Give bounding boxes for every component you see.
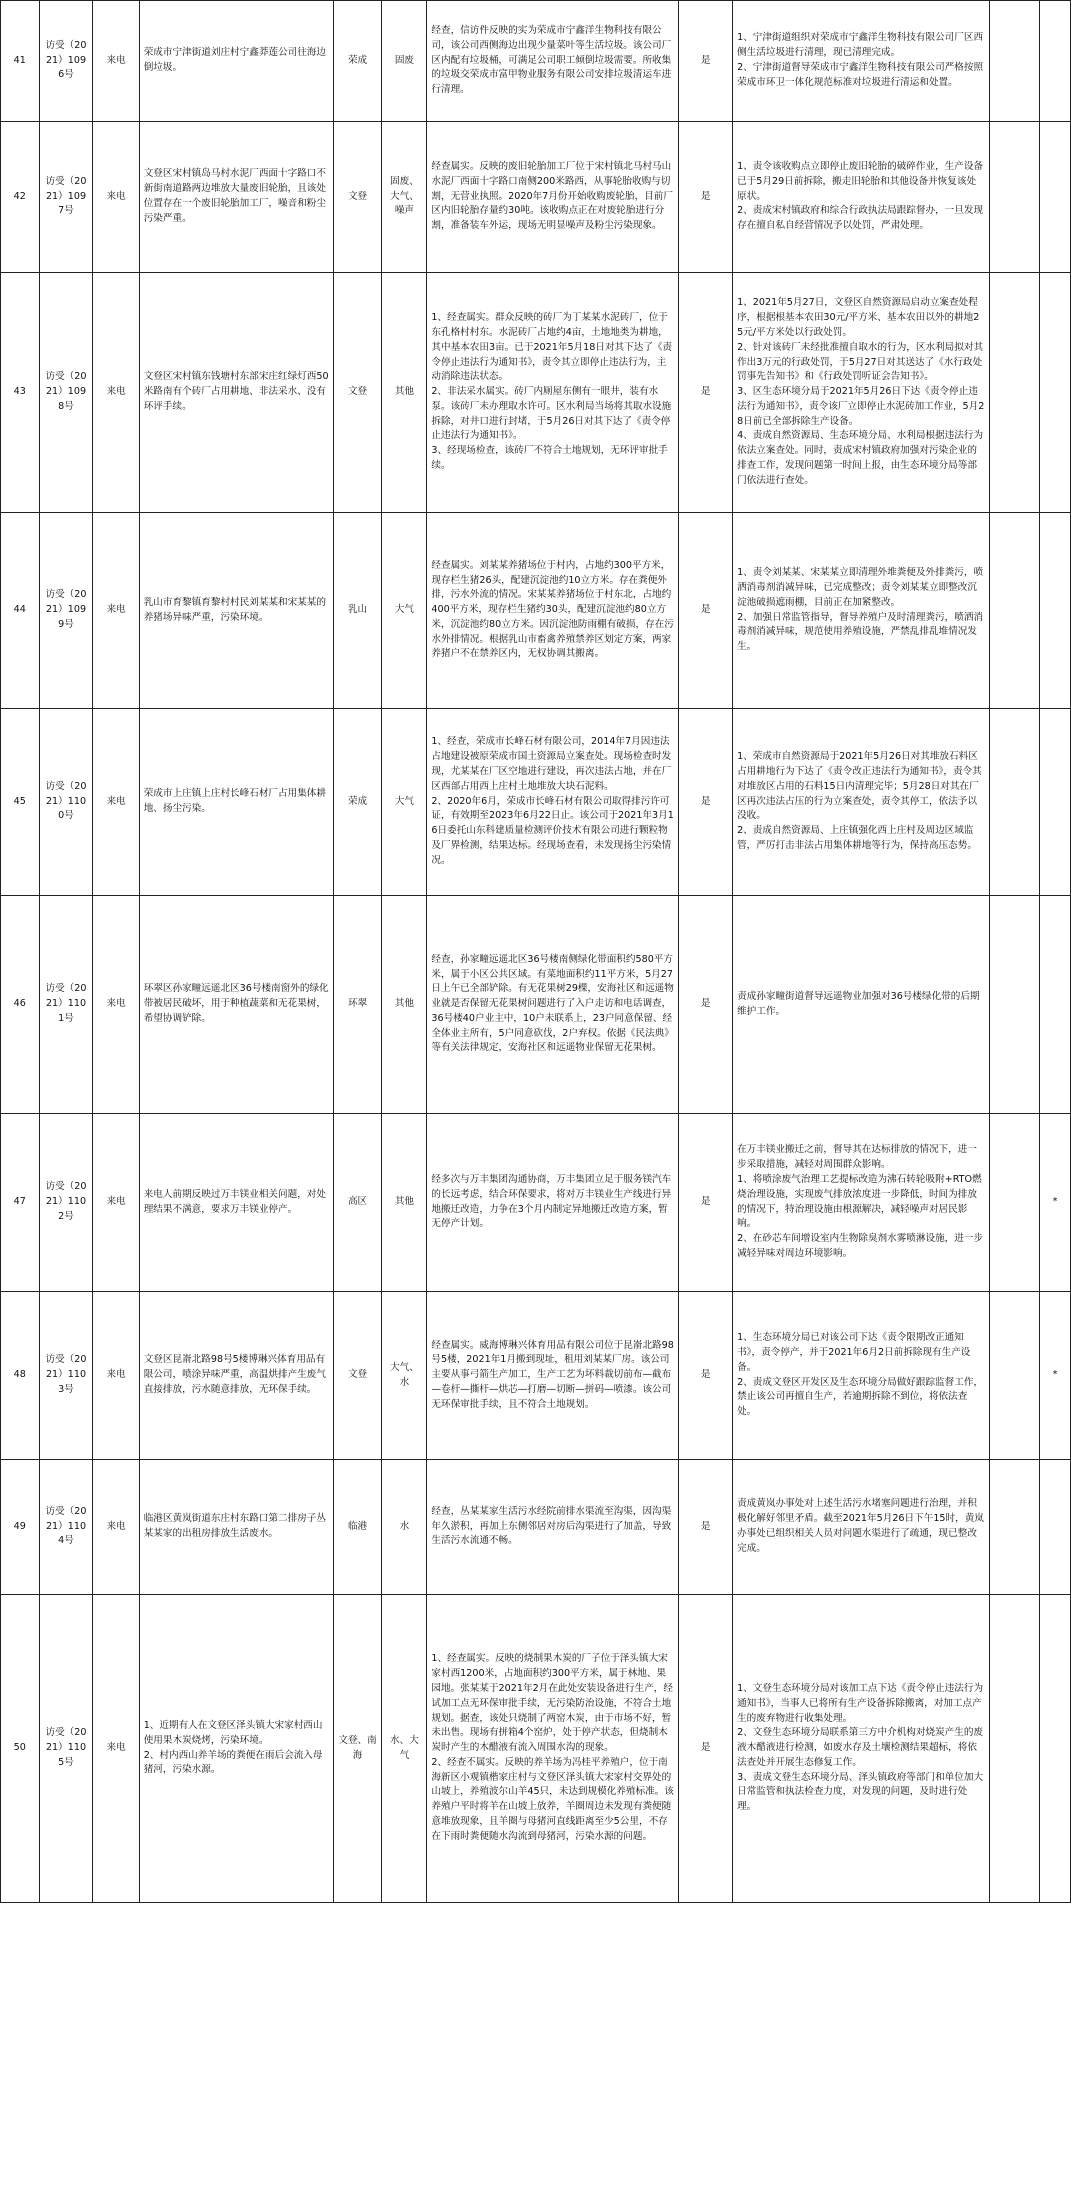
empty-cell [989, 896, 1039, 1114]
mark-cell [1040, 122, 1071, 273]
row-number: 42 [1, 122, 40, 273]
investigation-result: 经查，信访件反映的实为荣成市宁鑫洋生物科技有限公司，该公司西侧海边出现少量菜叶等生活垃圾。该公司厂区内配有垃圾桶，可满足公司职工倾倒垃圾需要。所收集的垃圾交荣成市富甲物业服务有限公司安排垃圾清运车进行清理。 [427, 1, 679, 122]
verified-flag: 是 [679, 1, 733, 122]
case-description: 临港区黄岚街道东庄村东路口第二排房子丛某某家的出租房排放生活废水。 [139, 1460, 333, 1595]
handling-measures: 1、宁津街道组织对荣成市宁鑫洋生物科技有限公司厂区西侧生活垃圾进行清理，现已清理完成。 2、宁津街道督导荣成市宁鑫洋生物科技有限公司严格按照荣成市环卫一体化规范标准对垃圾进行清运和处置。 [733, 1, 990, 122]
case-description: 1、近期有人在文登区泽头镇大宋家村西山使用果木炭烧烤，污染环境。 2、村内西山养羊场的粪便在雨后会流入母猪河，污染水源。 [139, 1595, 333, 1903]
handling-measures: 1、荣成市自然资源局于2021年5月26日对其堆放石料区占用耕地行为下达了《责令改正违法行为通知书》，责令其对堆放区占用的石料15日内清理完毕；5月28日对其在厂区再次违法占压的行为立案查处，责令其停工，依法予以没收。 2、责成自然资源局、上庄镇强化西上庄村及周边区域监管，严厉打击非法占用集体耕地等行为，保持高压态势。 [733, 709, 990, 896]
verified-flag: 是 [679, 1114, 733, 1292]
investigation-result: 经查，丛某某家生活污水经院前排水渠流至沟渠，因沟渠年久淤积，再加上东侧邻居对房后沟渠进行了加盖，导致生活污水流通不畅。 [427, 1460, 679, 1595]
handling-measures: 1、责令该收购点立即停止废旧轮胎的破碎作业，生产设备已于5月29日前拆除，搬走旧轮胎和其他设备并恢复该处原状。 2、责成宋村镇政府和综合行政执法局跟踪督办，一旦发现存在擅自私自经营情况予以处罚，严肃处理。 [733, 122, 990, 273]
case-area: 文登、南海 [333, 1595, 382, 1903]
table-row [1, 709, 1071, 896]
empty-cell [989, 1114, 1039, 1292]
verified-flag: 是 [679, 273, 733, 513]
empty-cell [989, 709, 1039, 896]
case-description: 文登区宋村镇岛马村水泥厂西面十字路口不新街南道路两边堆放大量废旧轮胎，且该处位置存在一个废旧轮胎加工厂，噪音和粉尘污染严重。 [139, 122, 333, 273]
mark-cell [1040, 1460, 1071, 1595]
verified-flag: 是 [679, 513, 733, 709]
empty-cell [989, 273, 1039, 513]
mark-cell [1040, 1, 1071, 122]
row-number: 45 [1, 709, 40, 896]
case-description: 文登区昆嵛北路98号5楼博琳兴体育用品有限公司，喷涂异味严重，高温烘排产生废气直接排放，污水随意排放，无环保手续。 [139, 1292, 333, 1460]
investigation-result: 1、经查，荣成市长峰石材有限公司，2014年7月因违法占地建设被原荣成市国土资源局立案查处。现场检查时发现，尤某某在厂区空地进行建设，再次违法占地，并在厂区西部占用西上庄村土地堆放大块石泥料。 2、2020年6月，荣成市长峰石材有限公司取得排污许可证，有效期至2023年6月22日止。该公司于2021年3月16日委托山东科建质量检测评价技术有限公司进行颗粒物及厂界检测，结果达标。经现场查看，未发现扬尘污染情况。 [427, 709, 679, 896]
table-row [1, 273, 1071, 513]
case-area: 临港 [333, 1460, 382, 1595]
handling-measures: 责成黄岚办事处对上述生活污水堵塞问题进行治理，并积极化解好邻里矛盾。截至2021年5月26日下午15时，黄岚办事处已组织相关人员对问题水渠进行了疏通，现已整改完成。 [733, 1460, 990, 1595]
handling-measures: 责成孙家疃街道督导远遥物业加强对36号楼绿化带的后期维护工作。 [733, 896, 990, 1114]
case-source: 来电 [93, 273, 139, 513]
empty-cell [989, 1, 1039, 122]
case-area: 文登 [333, 1292, 382, 1460]
case-area: 文登 [333, 273, 382, 513]
case-code: 访受（2021）1105号 [39, 1595, 93, 1903]
case-source: 来电 [93, 1292, 139, 1460]
row-number: 46 [1, 896, 40, 1114]
table-row [1, 896, 1071, 1114]
pollution-type: 大气 [382, 513, 427, 709]
investigation-result: 1、经查属实。反映的烧制果木炭的厂子位于泽头镇大宋家村西1200米，占地面积约300平方米，属于林地、果园地。张某某于2021年2月在此处安装设备进行生产，经试加工点无环保审批手续，无污染防治设施，不符合土地规划。据查，该处只烧制了两窑木炭，由于市场不好，暂未出售。现场有拼箱4个窑炉，处于停产状态，但烧制木炭时产生的木醋液有流入周围水沟的现象。 2、经查不属实。反映的养羊场为冯桂平养殖户，位于南海新区小观镇楷家庄村与文登区泽头镇大宋家村交界处的山坡上，养殖波尔山羊45只，未达到规模化养殖标准。该养殖户平时将羊在山坡上放养，羊圈周边未发现有粪便随意堆放现象，且羊圈与母猪河直线距离至少5公里，不存在下雨时粪便随水沟流到母猪河，污染水源的问题。 [427, 1595, 679, 1903]
case-area: 环翠 [333, 896, 382, 1114]
row-number: 50 [1, 1595, 40, 1903]
investigation-result: 经查属实。刘某某养猪场位于村内，占地约300平方米，现存栏生猪26头，配建沉淀池约10立方米。存在粪便外排，污水外流的情况。宋某某养猪场位于村东北，占地约400平方米，现存栏生猪约30头，配建沉淀池约80立方米，沉淀池约80立方米。因沉淀池防雨棚有破损，存在污水外排情况。根据乳山市畜禽养殖禁养区划定方案，两家养猪户不在禁养区内，无权协调其搬离。 [427, 513, 679, 709]
case-source: 来电 [93, 1460, 139, 1595]
case-code: 访受（2021）1096号 [39, 1, 93, 122]
row-number: 44 [1, 513, 40, 709]
case-source: 来电 [93, 122, 139, 273]
case-code: 访受（2021）1104号 [39, 1460, 93, 1595]
case-code: 访受（2021）1103号 [39, 1292, 93, 1460]
case-source: 来电 [93, 709, 139, 896]
pollution-type: 水、大气 [382, 1595, 427, 1903]
empty-cell [989, 513, 1039, 709]
handling-measures: 1、文登生态环境分局对该加工点下达《责令停止违法行为通知书》，当事人已将所有生产设备拆除搬离，对加工点产生的废弃物进行收集处理。 2、文登生态环境分局联系第三方中介机构对烧炭产生的废液木醋液进行检测，如废水存及土壤检测结果超标，将依法查处并开展生态修复工作。 3、责成文登生态环境分局、泽头镇政府等部门和单位加大日常监管和执法检查力度，对发现的问题，及时进行处理。 [733, 1595, 990, 1903]
pollution-type: 其他 [382, 1114, 427, 1292]
table-row [1, 1292, 1071, 1460]
pollution-type: 水 [382, 1460, 427, 1595]
table-row [1, 1, 1071, 122]
case-source: 来电 [93, 1595, 139, 1903]
pollution-type: 固废 [382, 1, 427, 122]
pollution-type: 固废、大气、噪声 [382, 122, 427, 273]
table-row [1, 1114, 1071, 1292]
verified-flag: 是 [679, 709, 733, 896]
row-number: 43 [1, 273, 40, 513]
empty-cell [989, 1460, 1039, 1595]
case-code: 访受（2021）1098号 [39, 273, 93, 513]
row-number: 49 [1, 1460, 40, 1595]
mark-cell [1040, 1595, 1071, 1903]
case-description: 乳山市育黎镇育黎村村民刘某某和宋某某的养猪场异味严重，污染环境。 [139, 513, 333, 709]
case-description: 来电人前期反映过万丰镁业相关问题，对处理结果不满意，要求万丰镁业停产。 [139, 1114, 333, 1292]
investigation-result: 经查属实。反映的废旧轮胎加工厂位于宋村镇北马村马山水泥厂西面十字路口南侧200米路西，从事轮胎收购与切割，无营业执照。2020年7月份开始收购废轮胎，目前厂区内旧轮胎存量约30吨。该收购点正在对废轮胎进行分割，准备装车外运，现场无明显噪声及粉尘污染现象。 [427, 122, 679, 273]
table-row [1, 122, 1071, 273]
verified-flag: 是 [679, 122, 733, 273]
case-description: 环翠区孙家疃远遥北区36号楼南窗外的绿化带被居民破坏，用于种植蔬菜和无花果树，希望协调铲除。 [139, 896, 333, 1114]
mark-cell: * [1040, 1114, 1071, 1292]
case-source: 来电 [93, 896, 139, 1114]
investigation-result: 经查属实。威海博琳兴体育用品有限公司位于昆嵛北路98号5楼，2021年1月搬到现址，租用刘某某厂房。该公司主要从事弓箭生产加工，生产工艺为坏料裁切前布—截布—卷杆—撕杆—烘芯—打磨—切断—拼码—喷漆。该公司无环保审批手续，且不符合土地规划。 [427, 1292, 679, 1460]
mark-cell [1040, 709, 1071, 896]
mark-cell [1040, 896, 1071, 1114]
case-description: 荣成市宁津街道刘庄村宁鑫莽莲公司往海边倒垃圾。 [139, 1, 333, 122]
case-description: 荣成市上庄镇上庄村长峰石材厂占用集体耕地、扬尘污染。 [139, 709, 333, 896]
pollution-type: 其他 [382, 273, 427, 513]
investigation-result: 经查，孙家疃远遥北区36号楼南侧绿化带面积约580平方米，属于小区公共区域。有菜地面积约11平方米，5月27日上午已全部铲除。有无花果树29棵，安海社区和远遥物业就是否保留无花果树问题进行了入户走访和电话调查，36号楼40户业主中，10户未联系上，23户同意保留、经全体业主所有，5户同意砍伐，2户弃权。依据《民法典》等有关法律规定，安海社区和远遥物业保留无花果树。 [427, 896, 679, 1114]
investigation-result: 1、经查属实。群众反映的砖厂为丁某某水泥砖厂，位于东孔格村村东。水泥砖厂占地约4亩，土地地类为耕地，其中基本农田3亩。已于2021年5月18日对其下达了《责令停止违法行为通知书》，责令其立即停止违法行为，主动消除违法状态。 2、非法采水属实。砖厂内厕屋东侧有一眼井，装有水泵。该砖厂未办理取水许可。区水利局当场将其取水设施拆除，对井口进行封堵，于5月26日对其下达了《责令停止违法行为通知书》。 3、经现场检查，该砖厂不符合土地规划，无环评审批手续。 [427, 273, 679, 513]
case-source: 来电 [93, 1114, 139, 1292]
case-description: 文登区宋村镇东钱塘村东部宋庄红绿灯西50米路南有个砖厂占用耕地、非法采水、没有环评手续。 [139, 273, 333, 513]
handling-measures: 1、生态环境分局已对该公司下达《责令限期改正通知书》，责令停产，并于2021年6月2日前拆除现有生产设备。 2、责成文登区开发区及生态环境分局做好跟踪监督工作，禁止该公司再擅自生产，若逾期拆除不到位，将依法查处。 [733, 1292, 990, 1460]
verified-flag: 是 [679, 896, 733, 1114]
investigation-result: 经多次与万丰集团沟通协商，万丰集团立足于服务镁汽车的长远考虑，结合环保要求，将对万丰镁业生产线进行异地搬迁改造，力争在3个月内制定异地搬迁改造方案，暂无停产计划。 [427, 1114, 679, 1292]
case-code: 访受（2021）1102号 [39, 1114, 93, 1292]
case-area: 高区 [333, 1114, 382, 1292]
case-code: 访受（2021）1101号 [39, 896, 93, 1114]
case-code: 访受（2021）1100号 [39, 709, 93, 896]
case-source: 来电 [93, 1, 139, 122]
mark-cell [1040, 513, 1071, 709]
empty-cell [989, 1292, 1039, 1460]
empty-cell [989, 1595, 1039, 1903]
table-body [1, 1, 1071, 1903]
case-area: 荣成 [333, 709, 382, 896]
empty-cell [989, 122, 1039, 273]
handling-measures: 1、2021年5月27日，文登区自然资源局启动立案查处程序，根据根基本农田30元/平方米、基本农田以外的耕地25元/平方米处以行政处罚。 2、针对该砖厂未经批准擅自取水的行为，区水利局拟对其作出3万元的行政处罚，于5月27日对其送达了《水行政处罚事先告知书》和《行政处罚听证会告知书》。 3、区生态环境分局于2021年5月26日下达《责令停止违法行为通知书》，责令该厂立即停止水泥砖加工作业，5月28日前已全部拆除生产设备。 4、责成自然资源局、生态环境分局、水利局根据违法行为依法立案查处。同时，责成宋村镇政府加强对污染企业的排查工作，发现问题第一时间上报，由生态环境分局等部门依法进行查处。 [733, 273, 990, 513]
handling-measures: 1、责令刘某某、宋某某立即清理外堆粪便及外排粪污，喷洒消毒剂消减异味，已完成整改；责令刘某某立即整改沉淀池破损遮雨棚，目前正在加紧整改。 2、加强日常监管指导，督导养殖户及时清理粪污，喷洒消毒剂消减异味，规范使用养殖设施，严禁乱排乱堆情况发生。 [733, 513, 990, 709]
table-row [1, 1460, 1071, 1595]
verified-flag: 是 [679, 1292, 733, 1460]
row-number: 48 [1, 1292, 40, 1460]
verified-flag: 是 [679, 1595, 733, 1903]
case-code: 访受（2021）1097号 [39, 122, 93, 273]
pollution-type: 大气、水 [382, 1292, 427, 1460]
case-code: 访受（2021）1099号 [39, 513, 93, 709]
row-number: 41 [1, 1, 40, 122]
verified-flag: 是 [679, 1460, 733, 1595]
row-number: 47 [1, 1114, 40, 1292]
handling-measures: 在万丰镁业搬迁之前，督导其在达标排放的情况下，进一步采取措施，减轻对周围群众影响。 1、将喷涂废气治理工艺提标改造为沸石转轮吸附+RTO燃烧治理设施，实现废气排放浓度进一步降低，时间为排放的情况下，特治理设施由根源解决，减轻噪声对居民影响。 2、在砂芯车间增设室内生物除臭剂水雾喷淋设施，进一步减轻异味对周边环境影响。 [733, 1114, 990, 1292]
pollution-type: 大气 [382, 709, 427, 896]
case-area: 荣成 [333, 1, 382, 122]
mark-cell: * [1040, 1292, 1071, 1460]
case-source: 来电 [93, 513, 139, 709]
pollution-type: 其他 [382, 896, 427, 1114]
case-area: 文登 [333, 122, 382, 273]
mark-cell [1040, 273, 1071, 513]
table-row [1, 513, 1071, 709]
case-area: 乳山 [333, 513, 382, 709]
table-row [1, 1595, 1071, 1903]
